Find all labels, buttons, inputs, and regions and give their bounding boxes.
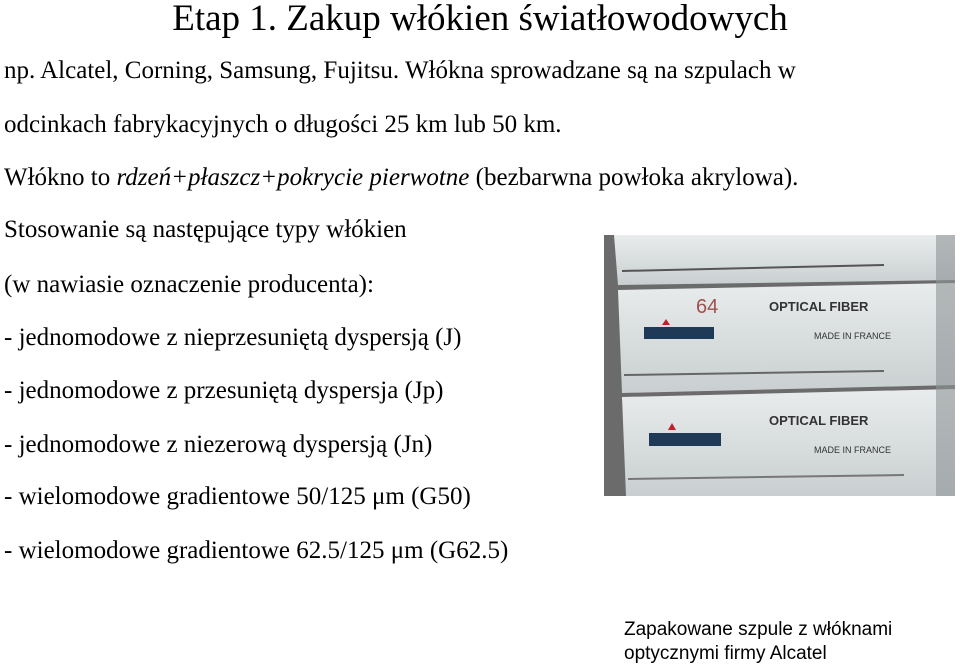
fiber-spools-photo: [604, 235, 955, 496]
text-lengths: odcinkach fabrykacyjnych o długości 25 km lub 50 km.: [4, 111, 562, 138]
fiber-type-item: - wielomodowe gradientowe 50/125 μm (G50): [4, 483, 471, 510]
fiber-type-item: - jednomodowe z niezerową dyspersją (Jn): [4, 431, 433, 458]
caption-line-1: Zapakowane szpule z włóknami: [624, 619, 893, 640]
text-types-intro: Stosowanie są następujące typy włókien: [4, 216, 407, 243]
fiber-type-item: - wielomodowe gradientowe 62.5/125 μm (G62.5): [4, 537, 509, 564]
photo-label-optical-fiber: OPTICAL FIBER: [769, 299, 869, 314]
photo-origin-2: MADE IN FRANCE: [814, 445, 892, 455]
text-types-note: (w nawiasie oznaczenie producenta):: [4, 271, 374, 298]
photo-label-optical-fiber-2: OPTICAL FIBER: [769, 413, 869, 428]
box-top: [614, 235, 955, 285]
fiber-structure-italic: rdzeń+płaszcz+pokrycie pierwotne: [116, 164, 470, 191]
page-title: Etap 1. Zakup włókien światłowodowych: [172, 0, 788, 39]
fiber-type-item: - jednomodowe z przesuniętą dyspersja (Jp): [4, 377, 444, 404]
text-fiber-structure: [4, 163, 798, 193]
caption-line-2: optycznymi firmy Alcatel: [624, 643, 827, 664]
photo-handwriting: 64: [696, 296, 719, 318]
text-manufacturers: np. Alcatel, Corning, Samsung, Fujitsu. Włókna sprowadzane są na szpulach w: [4, 57, 796, 84]
photo-origin: MADE IN FRANCE: [814, 331, 892, 341]
photo-caption: [624, 618, 892, 666]
alcatel-logo: [644, 327, 714, 339]
fiber-prefix: Włókno to: [4, 164, 117, 191]
fiber-suffix: (bezbarwna powłoka akrylowa).: [469, 164, 799, 191]
fiber-type-item: - jednomodowe z nieprzesuniętą dyspersją (J): [4, 324, 462, 351]
